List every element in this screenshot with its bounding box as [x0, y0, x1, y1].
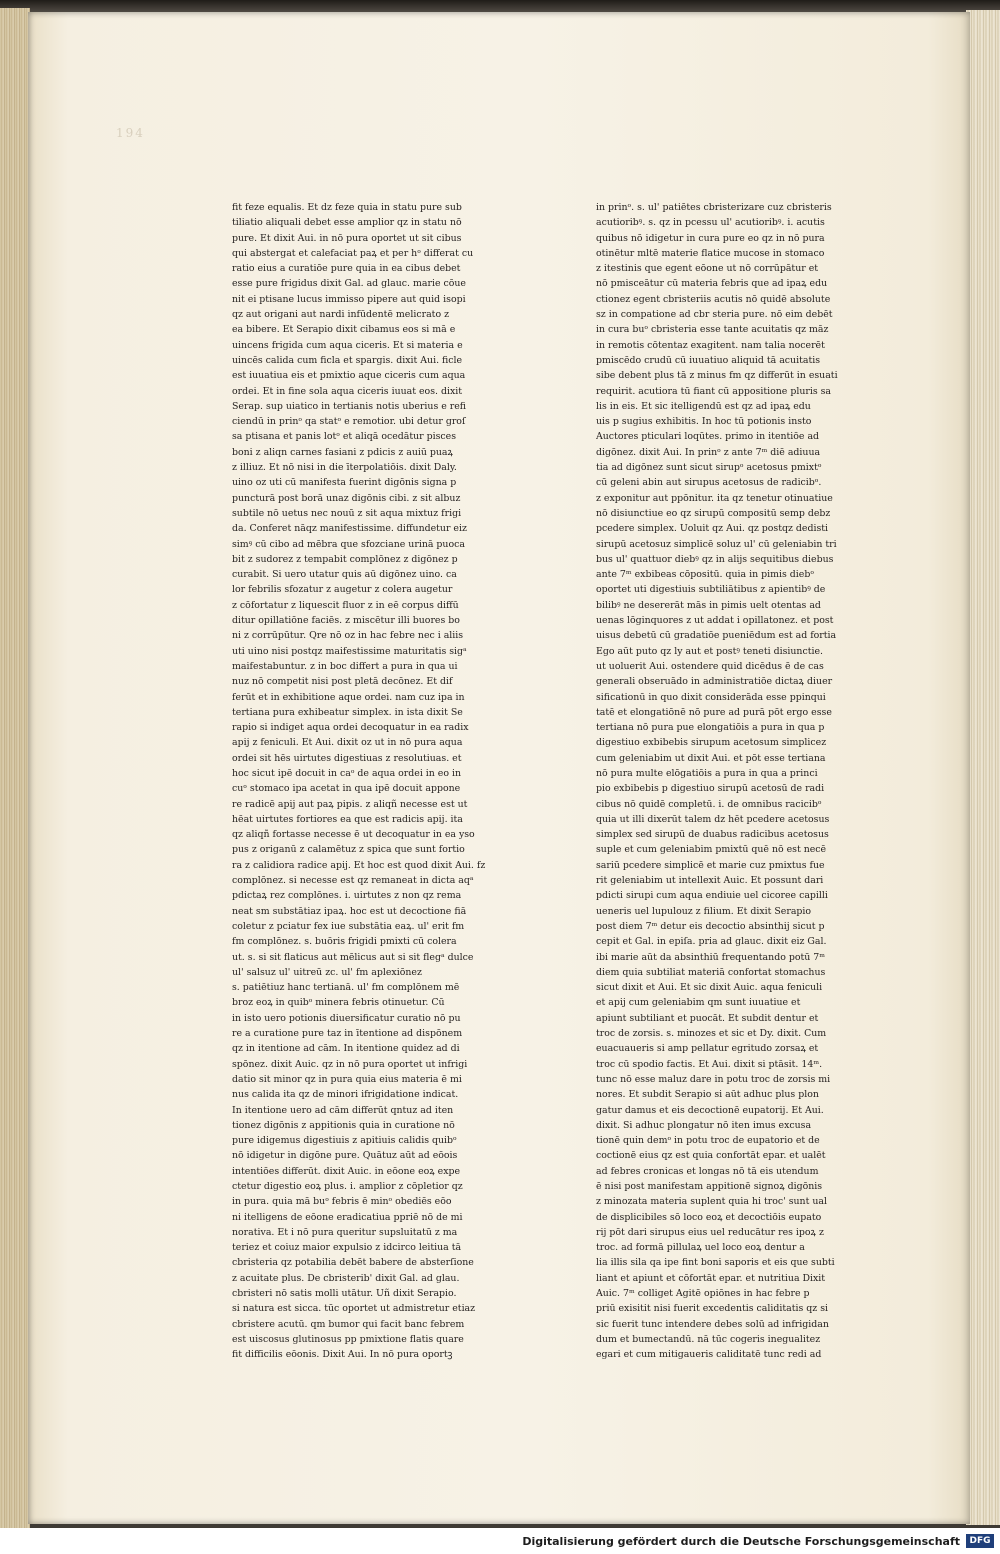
text-line: nō idigetur in digōne pure. Quātuz aūt ad eōois [232, 1150, 458, 1162]
text-line: z itestinis que egent eōone ut nō corrūpātur et [596, 263, 819, 275]
text-line: tatē et elongatiōnē nō pure ad purā pōt ergo esse [596, 706, 832, 718]
text-line: ferūt et in exhibitione aque ordei. nam cuz ipa in [232, 691, 465, 703]
text-line: Serap. sup uiatico in tertianis notis uberius e refi [232, 400, 467, 412]
text-line: broz eoꝝ in quibᵒ minera febris otinuetur. Cū [232, 997, 445, 1009]
text-line: z cōfortatur z liquescit fluor z in eē corpus diffū [232, 599, 459, 611]
text-line: bilibꝰ ne desererāt mās in pimis uelt otentas ad [596, 599, 821, 611]
text-line: tertiana pura exhibeatur simplex. in ista dixit Se [232, 706, 463, 718]
text-line: in isto uero potionis diuersificatur curatio nō pu [232, 1012, 461, 1024]
text-line: pio exbibebis p digestiuo sirupū acetosū de radi [596, 783, 825, 795]
text-line: nō pura multe elōgatiōis a pura in qua a princi [596, 767, 818, 779]
text-line: rij pōt dari sirupus eius uel reducātur res ipoꝝ z [596, 1226, 824, 1238]
text-line: rapio si indiget aqua ordei decoquatur in ea radix [232, 722, 469, 734]
text-line: da. Conferet nāqz manifestissime. diffundetur eiz [232, 523, 467, 535]
text-line: cbristeri nō satis molli utātur. Uñ dixit Serapio. [232, 1288, 457, 1300]
text-line: sariū pcedere simplicē et marie cuz pmixtus fue [596, 859, 825, 871]
text-line: z acuitate plus. De cbristerib' dixit Gal. ad glau. [232, 1272, 460, 1284]
text-line: nō disiunctiue eo qz sirupū compositū semp debz [596, 507, 831, 519]
text-line: uisus debetū cū gradatiōe pueniēdum est ad fortia [596, 630, 837, 642]
text-line: ni itelligens de eōone eradicatiua ppriē nō de mi [232, 1211, 463, 1223]
dfg-logo-icon: DFG [966, 1534, 994, 1548]
text-line: lia illis sila qa ipe fint boni saporis et eis que subti [596, 1257, 835, 1269]
text-line: pcedere simplex. Uoluit qz Aui. qz postqz dedisti [596, 523, 829, 535]
text-line: tionez digōnis z appitionis quia in curatione nō [232, 1119, 455, 1131]
text-line: Auic. 7ᵐ colliget Agitē opiōnes in hac febre p [596, 1288, 810, 1300]
text-line: cū geleni abin aut sirupus acetosus de radicibᵒ. [596, 477, 822, 489]
text-line: ordei sit hēs uirtutes digestiuas z resolutiuas. et [232, 752, 462, 764]
text-line: re a curatione pure taz in ītentione ad dispōnem [232, 1028, 463, 1040]
digitization-credit: Digitalisierung gefördert durch die Deutsche Forschungsgemeinschaft [522, 1535, 960, 1548]
text-line: fit difficilis eōonis. Dixit Aui. In nō pura oportꝫ [232, 1349, 453, 1361]
text-line: curabit. Si uero utatur quis aū digōnez uino. ca [232, 569, 457, 581]
text-line: z minozata materia suplent quia hi troc' sunt ual [596, 1196, 827, 1208]
text-line: tertiana nō pura pue elongatiōis a pura in qua p [596, 722, 825, 734]
text-line: sic fuerit tunc intendere debes solū ad infrigidan [596, 1318, 829, 1330]
text-line: digōnez. dixit Aui. In prinᵒ z ante 7ᵐ diē adiuua [596, 446, 821, 458]
text-line: subtile nō uetus nec nouū z sit aqua mixtuz frigi [232, 507, 462, 519]
text-line: ciendū in prinᵒ qa statᵒ e remotior. ubi detur groſ [232, 416, 466, 428]
text-line: z exponitur aut ppōnitur. ita qz tenetur otinuatiue [596, 492, 833, 504]
text-line: ē nisi post manifestam appitionē signoꝝ digōnis [596, 1181, 823, 1192]
text-line: diem quia subtiliat materiā confortat stomachus [596, 966, 826, 978]
right-page-stack [966, 10, 1000, 1525]
text-line: ordei. Et in fine sola aqua ciceris iuuat eos. dixit [232, 385, 463, 397]
text-line: sibe debent plus tā z minus fm qz differūt in esuati [596, 370, 838, 382]
text-line: maifestabuntur. z in boc differt a pura in qua ui [232, 660, 458, 672]
text-line: nō pmisceātur cū materia febris que ad ipaꝝ edu [596, 278, 828, 290]
text-line: requirit. acutiora tū fiant cū appositione pluris sa [596, 385, 832, 397]
right-text-column [596, 200, 864, 1363]
text-line: puncturā post borā unaz digōnis cibi. z sit albuz [232, 492, 461, 504]
text-line: simꝰ cū cibo ad mēbra que sfozciane urinā puoca [232, 538, 465, 550]
text-line: troc de zorsis. s. minozes et sic et Dy. dixit. Cum [596, 1028, 827, 1040]
text-line: z illiuz. Et nō nisi in die īterpolatiōis. dixit Daly. [232, 462, 457, 474]
text-line: otinētur mltē materie flatice mucose in stomaco [596, 247, 825, 259]
text-line: dum et bumectandū. nā tūc cogeris inegualitez [596, 1333, 821, 1345]
text-line: re radicē apij aut paꝝ pipis. z aliqñ necesse est ut [232, 798, 468, 810]
text-line: complōnez. si necesse est qz remaneat in dicta aqᵃ [232, 875, 474, 887]
text-line: ra z calidiora radice apij. Et hoc est quod dixit Aui. fz [232, 859, 486, 871]
text-line: pus z origanū z calamētuz z spica que sunt fortio [232, 844, 465, 856]
text-line: teriez et coiuz maior expulsio z idcirco leitiua tā [232, 1242, 462, 1254]
text-line: uincens frigida cum aqua ciceris. Et si materia e [232, 339, 463, 351]
text-line: quibus nō idigetur in cura pure eo qz in nō pura [596, 232, 825, 244]
text-line: pure. Et dixit Aui. in nō pura oportet ut sit cibus [232, 232, 462, 244]
text-line: pdicti sirupi cum aqua endiuie uel cicoree capilli [596, 890, 828, 902]
text-line: lis in eis. Et sic itelligendū est qz ad ipaꝝ edu [596, 400, 811, 412]
text-line: nit ei ptisane lucus immisso pipere aut quid isopi [232, 293, 466, 305]
text-line: datio sit minor qz in pura quia eius materia ē mi [232, 1073, 462, 1085]
text-line: ut uoluerit Aui. ostendere quid dicēdus ē de cas [596, 660, 824, 672]
text-line: cuᵒ stomaco ipa acetat in qua ipē docuit appone [232, 783, 461, 795]
text-line: oportet uti digestiuis subtiliātibus z apientibꝰ de [596, 584, 826, 596]
text-line: et apij cum geleniabim qm sunt iuuatiue et [596, 997, 801, 1009]
text-line: post diem 7ᵐ detur eis decoctio absinthij sicut p [596, 920, 825, 932]
text-line: coletur z pciatur fex iue substātia eaꝝ. ul' erit fm [232, 920, 465, 932]
text-line: in pura. quia mā buᵒ febris ē minᵒ obediēs eōo [232, 1196, 452, 1208]
text-line: cepit et Gal. in epiſa. pria ad glauc. dixit eiz Gal. [596, 936, 827, 948]
text-line: apiunt subtiliant et puocāt. Et subdit dentur et [596, 1012, 819, 1024]
text-line: sa ptisana et panis lotᵒ et aliqā ocedātur pisces [232, 431, 457, 443]
text-line: uincēs calida cum ficla et spargis. dixit Aui. ficle [232, 354, 463, 366]
text-line: euacuaueris si amp pellatur egritudo zorsaꝝ et [596, 1043, 819, 1055]
text-line: simplex sed sirupū de duabus radicibus acetosus [596, 829, 829, 841]
text-line: bit z sudorez z tempabit complōnez z digōnez p [232, 553, 458, 565]
text-line: cum geleniabim ut dixit Aui. et pōt esse tertiana [596, 752, 826, 764]
text-line: in cura buᵒ cbristeria esse tante acuitatis qz māz [596, 324, 829, 336]
text-line: quia ut illi dixerūt talem dz hēt pcedere acetosus [596, 813, 830, 825]
text-line: intentiōes differūt. dixit Auic. in eōone eoꝝ expe [232, 1165, 461, 1177]
text-line: tiliatio aliquali debet esse amplior qz in statu nō [232, 217, 462, 229]
footer-bar [0, 1528, 1000, 1554]
text-line: pure idigemus digestiuis z apitiuis calidis quibᵒ [232, 1135, 457, 1147]
text-line: norativa. Et i nō pura queritur supsluitatū z ma [232, 1226, 458, 1238]
text-line: apij z feniculi. Et Aui. dixit oz ut in nō pura aqua [232, 737, 463, 749]
text-line: qui abstergat et calefaciat paꝝ et per hᵒ differat cu [232, 247, 474, 259]
text-line: Ego aūt puto qz ly aut et postꝰ teneti disiunctie. [596, 645, 824, 657]
text-line: qz in itentione ad cām. In itentione quidez ad di [232, 1043, 460, 1055]
text-line: ibi marie aūt da absinthiū frequentando potū 7ᵐ [596, 951, 825, 963]
text-line: ul' salsuz ul' uitreū zc. ul' fm aplexiōnez [232, 966, 422, 978]
text-line: ratio eius a curatiōe pure quia in ea cibus debet [232, 263, 461, 275]
text-line: pdictaꝝ rez complōnes. i. uirtutes z non qz rema [232, 890, 462, 902]
text-line: cbristere acutū. qm bumor qui facit banc febrem [232, 1318, 465, 1330]
text-line: s. patiētiuz hanc tertianā. ul' fm complōnem mē [232, 982, 460, 994]
text-line: ante 7ᵐ exbibeas cōpositū. quia in pimis diebᵒ [596, 569, 814, 581]
text-line: ea bibere. Et Serapio dixit cibamus eos si mā e [232, 324, 456, 336]
text-line: In itentione uero ad cām differūt qntuz ad iten [232, 1104, 454, 1116]
text-line: lor febrilis sfozatur z augetur z colera augetur [232, 584, 453, 596]
text-line: fit feze equalis. Et dz feze quia in statu pure sub [232, 202, 462, 213]
text-line: liant et apiunt et cōfortāt epar. et nutritiua Dixit [596, 1272, 826, 1284]
text-line: sz in compatione ad cbr steria pure. nō eim debēt [596, 309, 833, 321]
left-page-stack [0, 8, 30, 1528]
text-line: Auctores pticulari loqūtes. primo in itentiōe ad [596, 431, 820, 443]
text-line: qz aut origani aut nardi infūdentē melicrato z [232, 309, 450, 321]
text-line: ut. s. si sit flaticus aut mēlicus aut si sit flegᵃ dulce [232, 951, 474, 963]
text-line: ad febres cronicas et longas nō tā eis utendum [596, 1165, 819, 1177]
text-line: tunc nō esse maluz dare in potu troc de zorsis mi [596, 1073, 831, 1085]
text-line: nuz nō competit nisi post pletā decōnez. Et dif [232, 676, 453, 688]
text-line: in remotis cōtentaz exagitent. nam talia nocerēt [596, 339, 825, 351]
text-line: pmiscēdo crudū cū iuuatiuo aliquid tā acuitatis [596, 354, 821, 366]
text-line: uino oz uti cū manifesta fuerint digōnis signa p [232, 477, 457, 489]
text-line: est iuuatiua eis et pmixtio aque ciceris cum aqua [232, 370, 466, 382]
text-line: troc. ad formā pillulaꝝ uel loco eoꝝ dentur a [596, 1242, 805, 1254]
text-line: tia ad digōnez sunt sicut sirupᵒ acetosus pmixtᵒ [596, 462, 822, 474]
text-line: uis p sugius exhibitis. In hoc tū potionis insto [596, 416, 812, 428]
text-line: hoc sicut ipē docuit in caᵒ de aqua ordei in eo in [232, 767, 462, 779]
text-line: qz aliqñ fortasse necesse ē ut decoquatur in ea yso [232, 829, 475, 841]
text-line: suple et cum geleniabim pmixtū quē nō est necē [596, 844, 827, 856]
text-line: si natura est sicca. tūc oportet ut admistretur etiaz [232, 1303, 476, 1315]
text-line: neat sm substātiaz ipaꝝ. hoc est ut decoctione fiā [232, 905, 467, 917]
text-line: ni z corrūpūtur. Qre nō oz in hac febre nec i aliis [232, 630, 464, 642]
text-line: acutioribꝰ. s. qz in pcessu ul' acutioribꝰ. i. acutis [596, 217, 825, 229]
text-line: troc cū spodio factis. Et Aui. dixit si ptāsit. 14ᵐ. [596, 1058, 823, 1070]
left-text-column [232, 200, 500, 1363]
text-line: hēat uirtutes fortiores ea que est radicis apij. ita [232, 813, 463, 825]
text-line: nores. Et subdit Serapio si aūt adhuc plus plon [596, 1089, 819, 1101]
text-line: bus ul' quattuor diebꝰ qz in alijs sequitibus diebus [596, 553, 834, 565]
text-line: spōnez. dixit Auic. qz in nō pura oportet ut infrigi [232, 1058, 468, 1070]
text-line: cibus nō quidē completū. i. de omnibus racicibᵒ [596, 798, 822, 810]
text-line: sificationū in quo dixit considerāda esse ppinqui [596, 691, 826, 703]
text-line: dixit. Si adhuc plongatur nō iten imus excusa [596, 1119, 812, 1131]
text-line: priū exisitit nisi fuerit excedentis caliditatis qz si [596, 1303, 829, 1315]
text-line: egari et cum mitigaueris caliditatē tunc redi ad [596, 1349, 822, 1361]
text-line: tionē quin demᵒ in potu troc de eupatorio et de [596, 1135, 820, 1147]
text-line: digestiuo exbibebis sirupum acetosum simplicez [596, 737, 827, 749]
text-line: fm complōnez. s. buōris frigidi pmixti cū colera [232, 936, 457, 948]
text-line: boni z aliqn carnes fasiani z pdicis z auiū puaꝝ [232, 446, 453, 458]
text-line: in prinᵒ. s. ul' patiētes cbristerizare cuz cbristeris [596, 202, 832, 213]
text-line: nus calida ita qz de minori ifrigidatione indicat. [232, 1089, 459, 1101]
text-line: uti uino nisi postqz maifestissime maturitatis sigᵃ [232, 645, 467, 657]
text-line: rit geleniabim ut intellexit Auic. Et possunt dari [596, 875, 824, 887]
text-line: ditur opillatiōne faciēs. z miscētur illi buores bo [232, 615, 460, 627]
text-line: sicut dixit et Aui. Et sic dixit Auic. aqua feniculi [596, 982, 823, 994]
text-line: generali obseruādo in administratiōe dictaꝝ diuer [596, 676, 833, 688]
text-line: sirupū acetosuz simplicē soluz ul' cū geleniabin tri [596, 538, 837, 550]
page-number: 194 [116, 126, 145, 140]
text-line: ctetur digestio eoꝝ plus. i. amplior z cōpletior qz [232, 1181, 463, 1192]
text-line: est uiscosus glutinosus pp pmixtione flatis quare [232, 1333, 464, 1345]
text-line: uenas lōginquores z ut addat i opillatonez. et post [596, 615, 834, 627]
text-line: gatur damus et eis decoctionē eupatorij. Et Aui. [596, 1104, 824, 1116]
text-line: de displicibiles sō loco eoꝝ et decoctiōis eupato [596, 1211, 822, 1223]
text-line: cbristeria qz potabilia debēt babere de absterſione [232, 1257, 474, 1269]
text-line: coctionē eius qz est quia confortāt epar. et ualēt [596, 1150, 826, 1162]
text-line: ueneris uel lupulouz z filium. Et dixit Serapio [596, 905, 812, 917]
text-line: ctionez egent cbristeriis acutis nō quidē absolute [596, 293, 831, 305]
text-line: esse pure frigidus dixit Gal. ad glauc. marie cōue [232, 278, 466, 290]
